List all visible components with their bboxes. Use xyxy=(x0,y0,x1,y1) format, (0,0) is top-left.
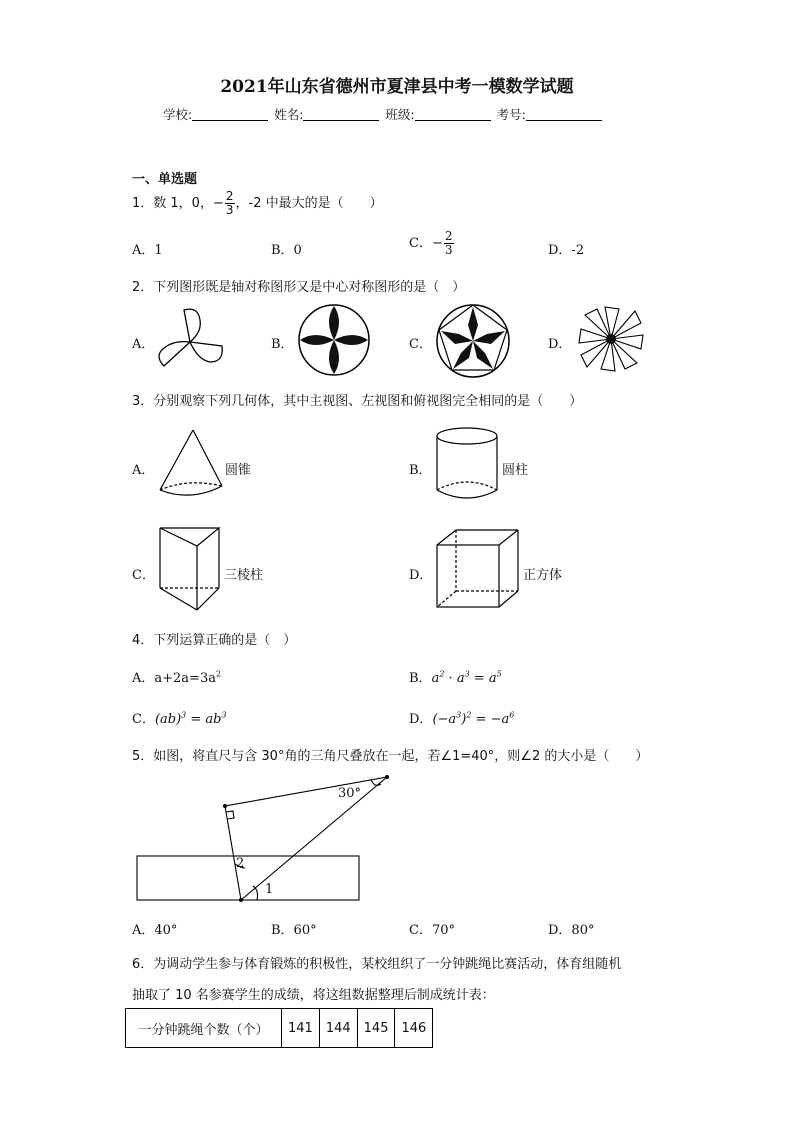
q5-option-b: B．60° xyxy=(271,923,317,938)
triangle-ruler xyxy=(225,777,387,900)
name-blank xyxy=(303,108,379,121)
pinwheel-figure xyxy=(150,302,230,382)
cube-figure xyxy=(436,529,520,609)
cone-name: 圆锥 xyxy=(225,463,252,478)
table-cell: 146 xyxy=(395,1009,433,1048)
q4-a-exponent: 2 xyxy=(215,669,222,679)
q1-option-c-minus: − xyxy=(431,236,443,251)
q4-option-b xyxy=(409,667,502,686)
q5-option-a: A．40° xyxy=(132,923,178,938)
q3-label-c: C． xyxy=(132,568,155,583)
q1-fraction xyxy=(225,190,235,217)
table-cell: 141 xyxy=(282,1009,320,1048)
q4-option-c xyxy=(132,708,227,727)
table-cell: 145 xyxy=(357,1009,395,1048)
q1-stem-start: 1．数 1，0， xyxy=(132,196,213,211)
question-3-stem: 3．分别观察下列几何体，其中主视图、左视图和俯视图完全相同的是（ ） xyxy=(132,394,583,409)
section-heading: 一、单选题 xyxy=(132,172,198,187)
q2-label-b: B． xyxy=(271,337,294,352)
angle-30-label: 30° xyxy=(338,786,362,801)
star-pentagon-circle-figure xyxy=(435,303,511,379)
question-5-stem: 5．如图，将直尺与含 30°角的三角尺叠放在一起，若∠1=40°，则∠2 的大小是（ ） xyxy=(132,749,649,764)
question-2-stem: 2．下列图形既是轴对称图形又是中心对称图形的是（ ） xyxy=(132,280,466,295)
school-blank xyxy=(192,108,268,121)
q2-label-c: C． xyxy=(409,337,432,352)
q1-frac-num: 2 xyxy=(225,189,234,203)
exam-number-blank xyxy=(526,108,602,121)
q1-frac-den: 3 xyxy=(225,203,234,217)
cylinder-figure xyxy=(436,426,500,502)
q1-minus: − xyxy=(212,196,224,211)
school-label: 学校: xyxy=(163,107,193,122)
q4-label-a: A． xyxy=(132,671,155,686)
cylinder-name: 圆柱 xyxy=(502,463,529,478)
triangular-prism-figure xyxy=(159,526,223,612)
table-row xyxy=(126,1009,433,1048)
prism-name: 三棱柱 xyxy=(224,568,264,583)
q4-option-d xyxy=(409,708,514,727)
q2-label-a: A． xyxy=(132,337,155,352)
table-cell: 144 xyxy=(319,1009,357,1048)
page-title: 2021年山东省德州市夏津县中考一模数学试题 xyxy=(220,77,574,97)
q4-b-expression: $a^2 \cdot a^3 = a^5$ xyxy=(431,669,502,686)
q4-label-c: C． xyxy=(132,712,155,727)
q1-option-c-label: C． xyxy=(409,236,432,251)
q3-label-a: A． xyxy=(132,463,155,478)
name-label: 姓名: xyxy=(274,107,304,122)
cone-figure xyxy=(158,428,228,502)
four-petal-circle-figure xyxy=(297,303,371,377)
eight-blade-windmill-figure xyxy=(575,303,647,375)
question-1-stem xyxy=(132,190,383,217)
table-header-cell: 一分钟跳绳个数（个） xyxy=(126,1009,282,1048)
cube-name: 正方体 xyxy=(523,568,563,583)
student-info-line xyxy=(163,105,604,123)
q5-option-c: C．70° xyxy=(409,923,455,938)
q1-option-c-den: 3 xyxy=(444,243,453,257)
q4-label-b: B． xyxy=(409,671,432,686)
q1-option-b: B．0 xyxy=(271,243,302,258)
question-6-stem-line2: 抽取了 10 名参赛学生的成绩，将这组数据整理后制成统计表： xyxy=(132,988,495,1003)
q3-label-b: B． xyxy=(409,463,432,478)
angle-2-label: 2 xyxy=(236,856,245,871)
q1-option-c-num: 2 xyxy=(444,229,453,243)
q1-option-c-fraction xyxy=(444,230,454,257)
q1-option-c xyxy=(409,230,455,257)
question-4-stem: 4．下列运算正确的是（ ） xyxy=(132,633,297,648)
exam-number-label: 考号: xyxy=(496,107,526,122)
question-6-stem-line1: 6．为调动学生参与体育锻炼的积极性，某校组织了一分钟跳绳比赛活动，体育组随机 xyxy=(132,957,622,972)
q2-label-d: D． xyxy=(548,337,572,352)
q4-a-expression: a+2a=3a xyxy=(154,671,216,686)
q1-option-d: D．-2 xyxy=(548,243,585,258)
class-label: 班级: xyxy=(385,107,415,122)
q1-option-a: A．1 xyxy=(132,243,163,258)
angle-1-label: 1 xyxy=(265,882,274,897)
q5-option-d: D．80° xyxy=(548,923,595,938)
q4-d-expression: $(-a^3)^2 = -a^6$ xyxy=(432,710,515,727)
q3-label-d: D． xyxy=(409,568,433,583)
jump-rope-table xyxy=(125,1008,433,1048)
class-blank xyxy=(415,108,491,121)
q4-c-expression: $(ab)^3 = ab^3$ xyxy=(154,710,227,727)
q1-stem-end: ，-2 中最大的是（ ） xyxy=(235,196,383,211)
q4-option-a xyxy=(132,667,221,686)
q4-label-d: D． xyxy=(409,712,433,727)
